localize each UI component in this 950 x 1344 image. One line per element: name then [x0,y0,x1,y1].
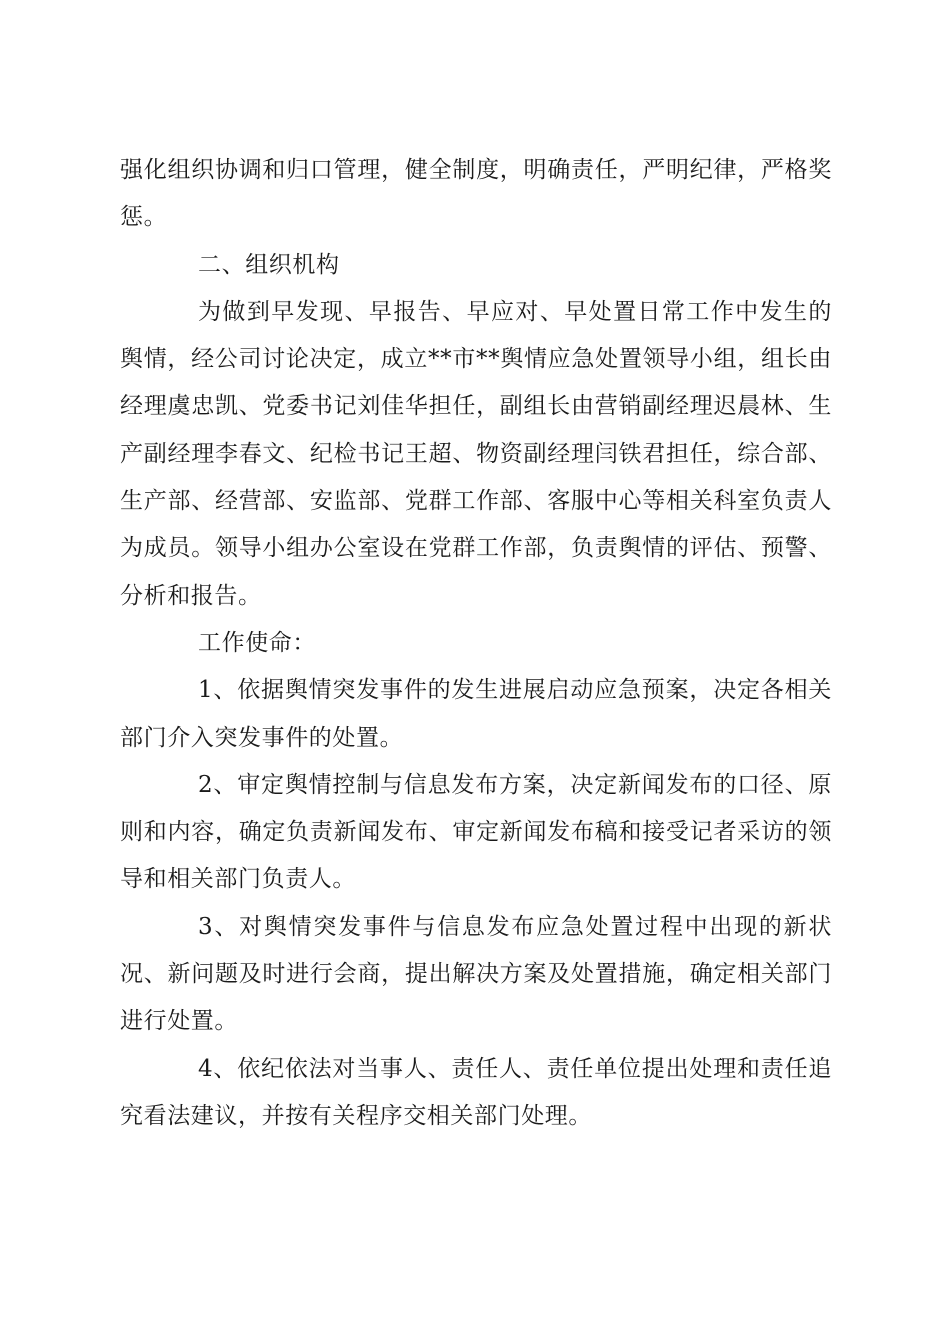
mission-item-1: 1、依据舆情突发事件的发生进展启动应急预案，决定各相关部门介入突发事件的处置。 [120,677,832,751]
mission-item-2: 2、审定舆情控制与信息发布方案，决定新闻发布的口径、原则和内容，确定负责新闻发布、审定新闻发布稿和接受记者采访的领导和相关部门负责人。 [120,771,832,893]
mission-item-3: 3、对舆情突发事件与信息发布应急处置过程中出现的新状况、新问题及时进行会商，提出解决方案及处置措施，确定相关部门进行处置。 [120,913,832,1035]
mission-item-4: 4、依纪依法对当事人、责任人、责任单位提出处理和责任追究看法建议，并按有关程序交相关部门处理。 [120,1055,832,1129]
section-heading-organization: 二、组织机构 [198,251,340,278]
paragraph-continuation: 强化组织协调和归口管理，健全制度，明确责任，严明纪律，严格奖惩。 [120,157,832,231]
document-body [120,147,832,1140]
subheading-work-mission: 工作使命： [198,629,316,656]
paragraph-organization-body: 为做到早发现、早报告、早应对、早处置日常工作中发生的舆情，经公司讨论决定，成立**市**舆情应急处置领导小组，组长由经理虞忠凯、党委书记刘佳华担任，副组长由营销副经理迟晨林、生产副经理李春文、纪检书记王超、物资副经理闫铁君担任，综合部、生产部、经营部、安监部、党群工作部、客服中心等相关科室负责人为成员。领导小组办公室设在党群工作部，负责舆情的评估、预警、分析和报告。 [120,298,832,609]
